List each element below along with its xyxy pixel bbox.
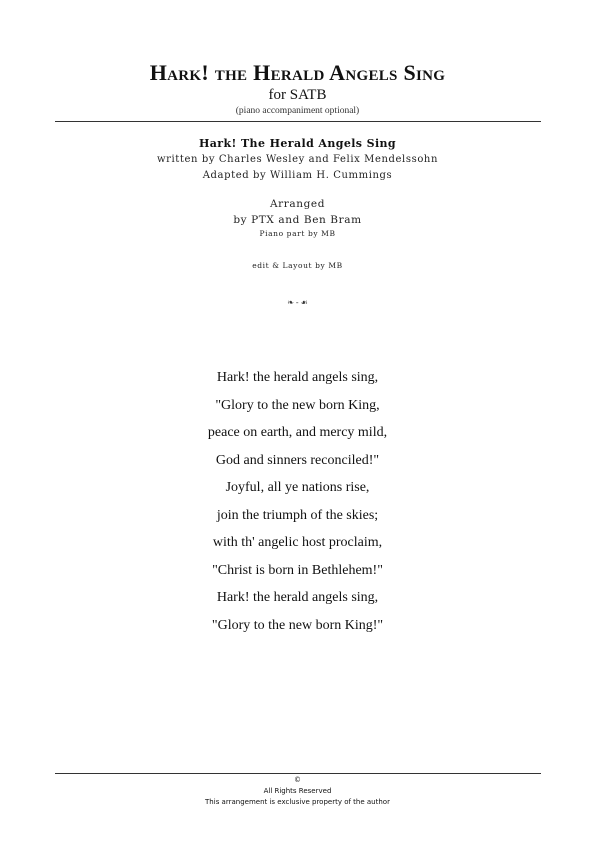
arranged-label: Arranged xyxy=(269,198,326,210)
lyric-line: Joyful, all ye nations rise, xyxy=(225,480,370,495)
subtitle: for SATB xyxy=(268,87,327,103)
lyric-line: "Christ is born in Bethlehem!" xyxy=(212,562,383,578)
lyric-line: join the triumph of the skies; xyxy=(216,507,379,523)
arranged-by: by PTX and Ben Bram xyxy=(233,214,362,226)
footer xyxy=(0,775,595,808)
rights-text: All Rights Reserved xyxy=(263,787,332,795)
lyrics-block xyxy=(0,368,595,643)
property-text: This arrangement is exclusive property of the author xyxy=(205,798,390,806)
footer-divider xyxy=(55,773,541,774)
lyric-line: Hark! the herald angels sing, xyxy=(216,370,379,385)
lyric-line: Hark! the herald angels sing, xyxy=(216,590,379,605)
lyric-line: God and sinners reconciled!" xyxy=(215,452,380,468)
written-by: written by Charles Wesley and Felix Mendelssohn xyxy=(156,154,439,165)
lyric-line: "Glory to the new born King, xyxy=(215,397,380,413)
ornament-divider: ❧ - ☙ xyxy=(287,298,308,307)
lyric-line: peace on earth, and mercy mild, xyxy=(207,425,388,440)
lyric-line: "Glory to the new born King!" xyxy=(211,617,384,633)
credits-block xyxy=(0,135,595,272)
lyric-line: with th' angelic host proclaim, xyxy=(212,535,383,550)
page-title: Hark! the Herald Angels Sing xyxy=(149,60,446,85)
edit-layout: edit & Layout by MB xyxy=(252,261,343,270)
adapted-by: Adapted by William H. Cummings xyxy=(202,170,393,181)
piano-part: Piano part by MB xyxy=(259,229,336,238)
top-divider xyxy=(55,121,541,122)
copyright-symbol: © xyxy=(294,776,301,784)
song-title: Hark! The Herald Angels Sing xyxy=(198,137,397,150)
accompaniment-note: (piano accompaniment optional) xyxy=(235,106,360,116)
